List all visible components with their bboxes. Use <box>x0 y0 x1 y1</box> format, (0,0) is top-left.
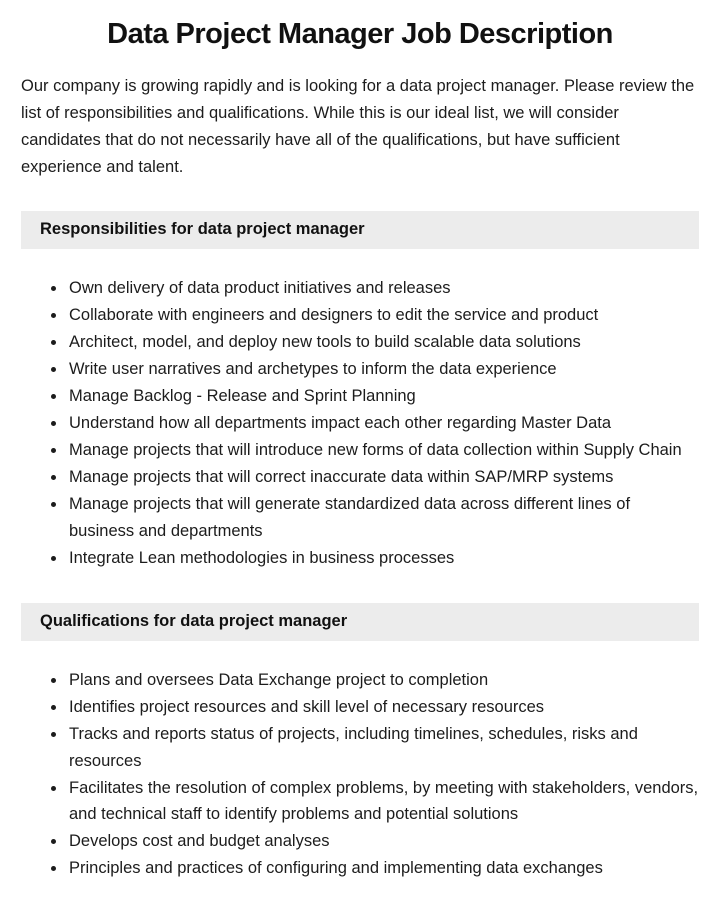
list-item: • Facilitates the resolution of complex problems, by meeting with stakeholders, vendors, and technical staff to identify problems and potential solutions <box>67 775 699 828</box>
intro-paragraph: Our company is growing rapidly and is looking for a data project manager. Please review the list of responsibilities and qualifications. While this is our ideal list, we will consider candidates that do not necessarily have all of the qualifications, but have sufficient experience and talent. <box>21 77 695 176</box>
list-item: • Write user narratives and archetypes to inform the data experience <box>67 356 699 383</box>
list-item: • Manage projects that will introduce new forms of data collection within Supply Chain <box>67 437 699 464</box>
list-item: • Manage Backlog - Release and Sprint Planning <box>67 383 699 410</box>
list-item: • Own delivery of data product initiatives and releases <box>67 275 699 302</box>
list-item: • Understand how all departments impact each other regarding Master Data <box>67 410 699 437</box>
list-item: • Identifies project resources and skill level of necessary resources <box>67 694 699 721</box>
list-item: • Integrate Lean methodologies in business processes <box>67 545 699 572</box>
qualifications-section <box>21 603 699 882</box>
list-item: • Manage projects that will correct inaccurate data within SAP/MRP systems <box>67 464 699 491</box>
qualifications-list <box>21 667 699 882</box>
responsibilities-list <box>21 275 699 571</box>
responsibilities-heading: Responsibilities for data project manager <box>21 211 699 249</box>
list-item: • Develops cost and budget analyses <box>67 828 699 855</box>
page-title: Data Project Manager Job Description <box>107 18 613 50</box>
list-item: • Collaborate with engineers and designers to edit the service and product <box>67 302 699 329</box>
responsibilities-section <box>21 211 699 571</box>
list-item: • Plans and oversees Data Exchange project to completion <box>67 667 699 694</box>
list-item: • Tracks and reports status of projects, including timelines, schedules, risks and resources <box>67 721 699 774</box>
list-item: • Manage projects that will generate standardized data across different lines of business and departments <box>67 491 699 544</box>
list-item: • Architect, model, and deploy new tools to build scalable data solutions <box>67 329 699 356</box>
list-item: • Principles and practices of configuring and implementing data exchanges <box>67 855 699 882</box>
qualifications-heading: Qualifications for data project manager <box>21 603 699 641</box>
